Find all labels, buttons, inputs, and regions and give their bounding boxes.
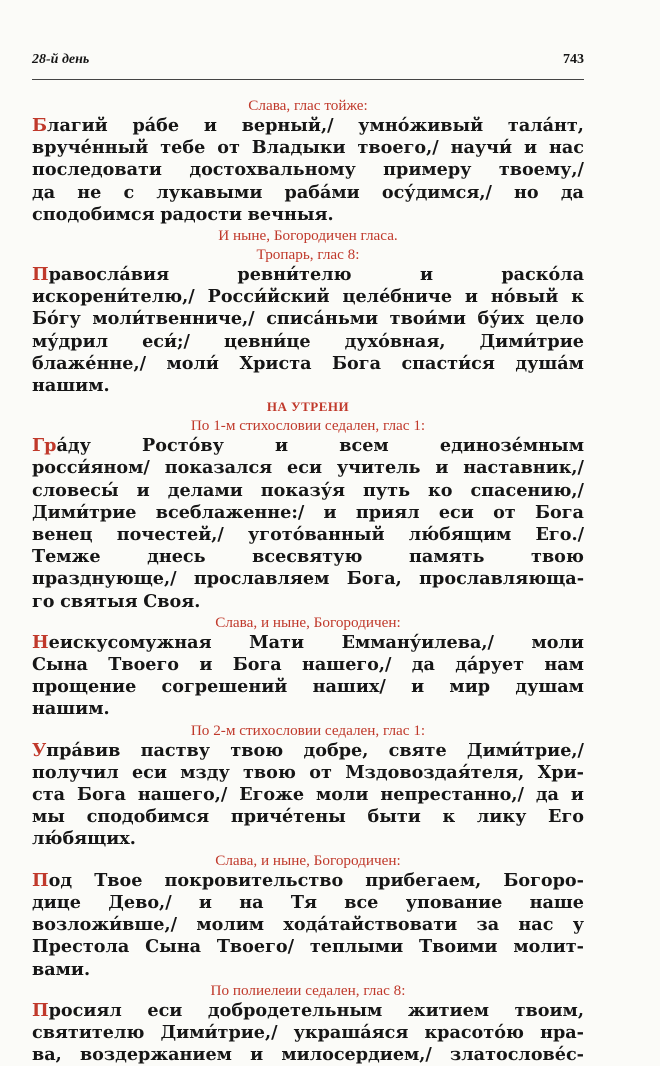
drop-initial: П — [32, 264, 49, 286]
text-line: венец почестей,/ угото́ванный лю́бящим Его./ — [32, 524, 584, 546]
section-heading: Слава, и ныне, Богородичен: — [215, 613, 401, 631]
running-head — [32, 52, 584, 74]
section-heading: По 1-м стихословии седален, глас 1: — [190, 417, 426, 435]
text-line: росси́яном/ показался еси учитель и наставник,/ — [32, 457, 584, 479]
text-line: Престола Сына Твоего/ теплыми Твоими молит- — [32, 936, 584, 958]
section-heading: Тропарь, глас 8: — [256, 246, 360, 264]
text-line: прощение согрешений наших/ и мир душам — [32, 676, 584, 698]
text-line: Сына Твоего и Бога нашего,/ да да́рует нам — [32, 654, 584, 676]
drop-initial: Б — [32, 115, 48, 136]
drop-initial: Н — [32, 631, 49, 653]
drop-initial: П — [32, 999, 49, 1021]
liturgical-text — [32, 96, 584, 1066]
text-line: возложи́вше,/ молим хода́тайствовати за нас у — [32, 914, 584, 936]
hymn-paragraph — [32, 740, 584, 851]
section-heading: По полиелеии седален, глас 8: — [210, 981, 406, 999]
drop-initial: У — [32, 739, 47, 761]
text-line: Неискусомужная Мати Емману́илева,/ моли — [32, 631, 584, 653]
hymn-paragraph — [32, 115, 584, 226]
hymn-paragraph — [32, 1000, 584, 1066]
text-line: блаже́нне,/ моли́ Христа Бога спасти́ся душа́м — [32, 352, 584, 374]
text-line: го святыя Своя. — [32, 590, 201, 612]
text-line: Просиял еси добродетельным житием твоим, — [32, 999, 584, 1021]
text-line: му́дрил еси́;/ цевни́це духо́вная, Дими́трие — [32, 330, 584, 352]
text-line: да не с лукавыми раба́ми осу́димся,/ но да — [32, 181, 584, 203]
hymn-paragraph — [32, 435, 584, 613]
text-line: Благий ра́бе и верный,/ умно́живый тала́нт, — [32, 115, 584, 136]
text-line: мы сподобимся приче́тены быти к лику Его — [32, 806, 584, 828]
text-line: словесы́ и делами показу́я путь ко спасению,/ — [32, 479, 584, 501]
text-line: Дими́трие всеблаженне:/ и приял еси от Бога — [32, 501, 584, 523]
drop-initial: Гр — [32, 435, 57, 457]
text-line: лю́бящих. — [32, 828, 136, 850]
text-line: ста Бога нашего,/ Егоже моли непрестанно,/ да и — [32, 784, 584, 806]
text-line: святителю Дими́трие,/ украша́яся красото́ю нра- — [32, 1021, 584, 1043]
text-line: вруче́нный тебе от Владыки твоего,/ научи́ и нас — [32, 137, 584, 159]
text-line: сподобимся радости вечныя. — [32, 203, 334, 225]
drop-initial: П — [32, 869, 49, 891]
text-line: празднующе,/ прославляем Бога, прославляюща- — [32, 568, 584, 590]
page-number: 743 — [563, 52, 584, 67]
text-line: получил еси мзду твою от Мздовоздая́теля, Хри- — [32, 761, 584, 783]
section-heading: НА УТРЕНИ — [266, 399, 350, 415]
text-line: нашим. — [32, 698, 110, 720]
header-rule — [32, 79, 584, 80]
section-heading: И ныне, Богородичен гласа. — [218, 227, 398, 245]
section-heading: Слава, глас тойже: — [248, 97, 368, 114]
text-line: Правосла́вия ревни́телю и раско́ла — [32, 264, 584, 286]
text-line: Гра́ду Росто́ву и всем единозе́мным — [32, 435, 584, 457]
text-line: ва, воздержанием и милосердием,/ златослове́с- — [32, 1044, 584, 1066]
text-line: дице Дево,/ и на Тя все упование наше — [32, 891, 584, 913]
text-line: Бо́гу моли́твенниче,/ списа́ньми твои́ми бу́их цело — [32, 308, 584, 330]
hymn-paragraph — [32, 870, 584, 981]
running-head-day: 28-й день — [32, 52, 90, 67]
hymn-paragraph — [32, 632, 584, 721]
text-line: нашим. — [32, 375, 110, 397]
hymn-paragraph — [32, 264, 584, 397]
text-line: Темже днесь всесвятую память твою — [32, 546, 584, 568]
section-heading: По 2-м стихословии седален, глас 1: — [190, 721, 426, 739]
section-heading: Слава, и ныне, Богородичен: — [215, 851, 401, 869]
text-line: Упра́вив паству твою добре, святе Дими́трие,/ — [32, 739, 584, 761]
text-line: вами. — [32, 958, 91, 980]
text-line: искорени́телю,/ Росси́йский целе́бниче и но́вый к — [32, 286, 584, 308]
text-line: последовати достохвальному примеру твоему,/ — [32, 159, 584, 181]
text-line: Под Твое покровительство прибегаем, Богоро- — [32, 869, 584, 891]
